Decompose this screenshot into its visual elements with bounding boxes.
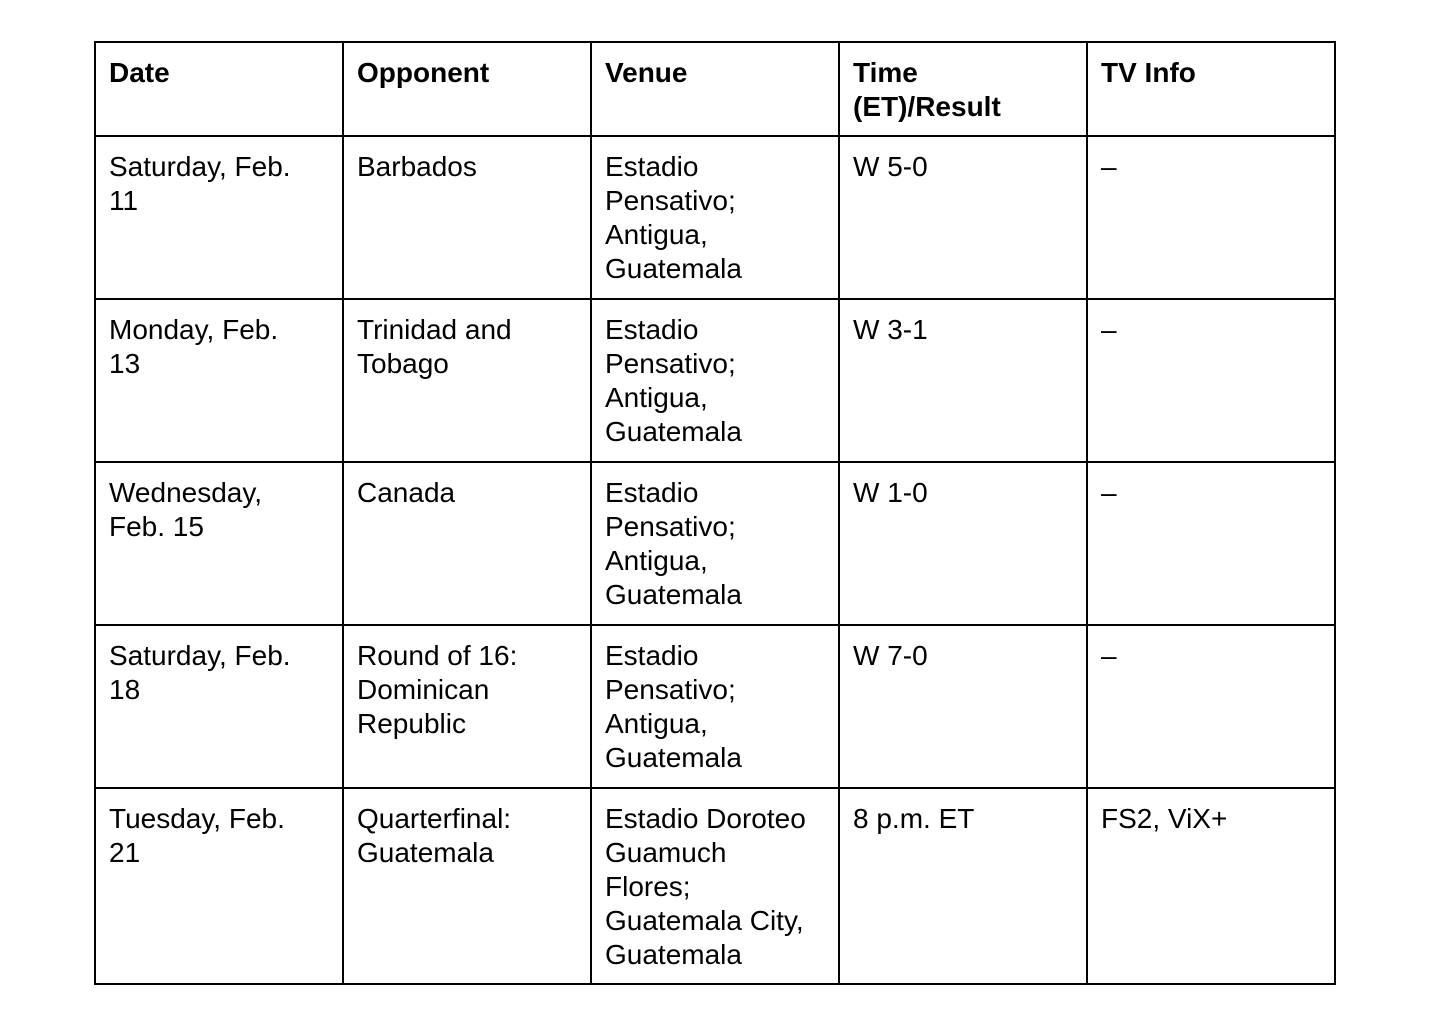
header-venue: Venue bbox=[591, 42, 839, 136]
cell-opponent: Trinidad and Tobago bbox=[343, 299, 591, 462]
cell-time-result: 8 p.m. ET bbox=[839, 788, 1087, 984]
cell-time-result: W 1-0 bbox=[839, 462, 1087, 625]
cell-tv-info: – bbox=[1087, 136, 1335, 299]
cell-tv-info: – bbox=[1087, 299, 1335, 462]
cell-date: Monday, Feb. 13 bbox=[95, 299, 343, 462]
table-header-row bbox=[95, 42, 1335, 136]
table-row bbox=[95, 462, 1335, 625]
cell-venue: Estadio Pensativo; Antigua, Guatemala bbox=[591, 462, 839, 625]
cell-date: Wednesday, Feb. 15 bbox=[95, 462, 343, 625]
table-row bbox=[95, 788, 1335, 984]
cell-opponent: Barbados bbox=[343, 136, 591, 299]
header-date: Date bbox=[95, 42, 343, 136]
header-opponent: Opponent bbox=[343, 42, 591, 136]
cell-venue: Estadio Pensativo; Antigua, Guatemala bbox=[591, 299, 839, 462]
cell-venue: Estadio Pensativo; Antigua, Guatemala bbox=[591, 136, 839, 299]
cell-opponent: Round of 16: Dominican Republic bbox=[343, 625, 591, 788]
cell-opponent: Quarterfinal: Guatemala bbox=[343, 788, 591, 984]
table-row bbox=[95, 299, 1335, 462]
cell-date: Tuesday, Feb. 21 bbox=[95, 788, 343, 984]
table-row bbox=[95, 136, 1335, 299]
table-row bbox=[95, 625, 1335, 788]
cell-tv-info: FS2, ViX+ bbox=[1087, 788, 1335, 984]
cell-time-result: W 5-0 bbox=[839, 136, 1087, 299]
cell-tv-info: – bbox=[1087, 625, 1335, 788]
cell-date: Saturday, Feb. 18 bbox=[95, 625, 343, 788]
cell-time-result: W 3-1 bbox=[839, 299, 1087, 462]
header-tv-info: TV Info bbox=[1087, 42, 1335, 136]
cell-date: Saturday, Feb. 11 bbox=[95, 136, 343, 299]
header-time-result: Time (ET)/Result bbox=[839, 42, 1087, 136]
cell-opponent: Canada bbox=[343, 462, 591, 625]
cell-time-result: W 7-0 bbox=[839, 625, 1087, 788]
cell-tv-info: – bbox=[1087, 462, 1335, 625]
schedule-table bbox=[94, 41, 1336, 985]
cell-venue: Estadio Pensativo; Antigua, Guatemala bbox=[591, 625, 839, 788]
cell-venue: Estadio Doroteo Guamuch Flores; Guatemala City, Guatemala bbox=[591, 788, 839, 984]
